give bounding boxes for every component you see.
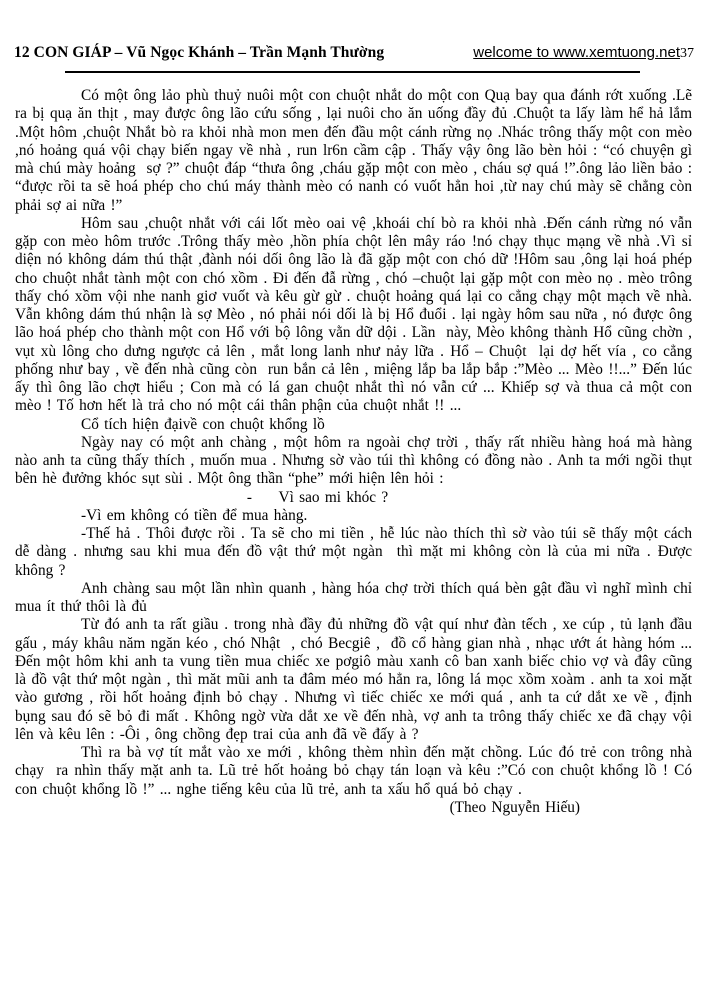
paragraph-story1-intro: Có một ông lảo phù thuỷ nuôi một con chuột nhắt do một con Quạ bay qua đánh rớt xuống .Lẽ ra bị quạ ăn thịt , may được ông lão cứu sống , lại nuôi cho ăn uống đầy đủ .Chuột ta lấy làm hể hả lắm .Một hôm ,chuột Nhắt bò ra khỏi nhà mon men đến đầu một cánh rừng nọ .Nhác trông thấy một con mèo ,nó hoảng quá vội chạy biến ngay về nhà , run lr6n cầm cập . Thấy vậy ông lão bèn hỏi : “có chuyện gì mà chú mày hoảng sợ ?” chuột đáp “thưa ông ,cháu gặp một con mèo , cháu sợ quá !”.ông lảo liền bảo : “được rồi ta sẽ hoá phép cho chú máy thành mèo có nanh có vuốt hẳn hoi ,từ nay chú mày sẽ chẳng còn phải sợ ai nữa !” xyxy=(15,87,692,214)
paragraph-dialogue-answer: -Vì em không có tiền để mua hàng. xyxy=(81,506,308,524)
header-title: 12 CON GIÁP – Vũ Ngọc Khánh – Trần Mạnh Thường xyxy=(14,44,385,61)
paragraph-story2-intro: Ngày nay có một anh chàng , một hôm ra ngoài chợ trời , thấy rất nhiều hàng hoá mà hàng nào anh ta cũng thấy thích , muốn mua . Nhưng sờ vào túi thì không có đồng nào . Anh ta mới ngồi thụt bên hè đưởng khóc sụt sùi . Một ông thần “phe” mới hiện lên hỏi : xyxy=(15,433,692,488)
website-link[interactable]: welcome to www.xemtuong.net xyxy=(473,44,680,61)
paragraph-wealth: Từ đó anh ta rất giầu . trong nhà đầy đủ những đồ vật quí như đàn tếch , xe cúp , tủ lạnh đầu gấu , máy khâu năm ngăn kéo , chó Nhật , chó Becgiê , đồ cổ hàng gian nhà , nhạc ướt át hàng hóm ... Đến một hôm khi anh ta vung tiền mua chiếc xe pơgiô màu xanh cô ban xanh biếc chio vợ và đây cũng là đồ vật thứ một ngàn , thì măt mũi anh ta đâm méo mó hẳn ra, lông lá mọc xồm xoàm . anh ta xoi mặt vào gương , rồi hốt hoảng định bỏ chạy . Nhưng vì tiếc chiếc xe mới quá , anh ta cứ dắt xe về , định bụng sau đó sẽ bỏ đi mất . Không ngờ vừa dắt xe về đến nhà, vợ anh ta trông thấy chiếc xe đã chạy vội lên và kêu lên : -Ôi , ông chồng đẹp trai của anh đã về đấy à ? xyxy=(15,616,692,743)
paragraph-dialogue-offer: -Thế hả . Thôi được rồi . Ta sẽ cho mi tiền , hễ lúc nào thích thì sờ vào túi sẽ thấy một cách dễ dàng . nhưng sau khi mua đến đồ vật thứ một ngàn thì mặt mi không còn là của mi nữa . Được không ? xyxy=(15,525,692,579)
page-header xyxy=(0,0,702,62)
paragraph-story2-heading: Cổ tích hiện đạivề con chuột khổng lồ xyxy=(81,415,325,433)
author-byline: (Theo Nguyễn Hiếu) xyxy=(449,798,580,816)
paragraph-dialogue-question: - Vì sao mi khóc ? xyxy=(246,488,389,506)
page-number: 37 xyxy=(680,46,694,61)
story-text xyxy=(0,73,702,817)
paragraph-agreement: Anh chàng sau một lần nhìn quanh , hàng hóa chợ trời thích quá bèn gật đầu vì nghĩ mình chỉ mua ít thứ thôi là đủ xyxy=(15,579,692,615)
header-right xyxy=(473,44,694,62)
paragraph-story1-body: Hôm sau ,chuột nhắt với cái lốt mèo oai vệ ,khoái chí bò ra khỏi nhà .Đến cánh rừng nó vẫn gặp con mèo hôm trước .Trông thấy mèo ,hồn phía chột lên mây ráo !nó chạy thục mạng về nhà .Vì sỉ diện nó không dám thú thật ,đành nói dối ông lão là đã gặp một con chó dữ !Hôm sau ,ông lại hoá phép cho chuột nhắt tành một con chó xồm . Đi đến đẫ rừng , chó –chuột lại gặp một con mèo nọ . mèo trông thấy chó xồm vội nhe nanh giơ vuốt và kêu gừ gừ . chuột hoảng quá lại co cẳng chạy một mạch về nhà. Vẫn không dám thú nhận là sợ Mèo , nó phải nói dối là bị Hổ đuổi . lại ngày hôm sau nữa , nó được ông lão hoá phép cho thành một con Hổ với bộ lông vằn dữ dội . Lần này, Mèo không thành Hổ cũng chờn , vụt xù lông cho dưng ngược cả lên , mắt long lanh như nảy lữa . Hổ – Chuột lại dợ hết vía , co cẳng phống như bay , về đến nhà cũng còn run bắn cả lên , miệng lắp ba lắp bắp :”Mèo ... Mèo !!...” Đến lúc ấy thì ông lão chợt hiểu ; Con mà có lá gan chuột nhắt thì nó vẫn cứ ... Khiếp sợ và thua cả một con mèo ! Tố hơn hết là trả cho nó một cái thân phận của chuột nhắt !! ... xyxy=(15,214,692,415)
paragraph-ending: Thì ra bà vợ tít mắt vào xe mới , không thèm nhìn đến mặt chồng. Lúc đó trẻ con trông nhà chạy ra nhìn thấy mặt anh ta. Lũ trẻ hốt hoảng bỏ chạy tán loạn và kêu :”Có con chuột khổng lồ ! Có con chuột khổng lồ !” ... nghe tiếng kêu của lũ trẻ, anh ta xấu hổ quá bỏ chạy . xyxy=(15,744,692,798)
